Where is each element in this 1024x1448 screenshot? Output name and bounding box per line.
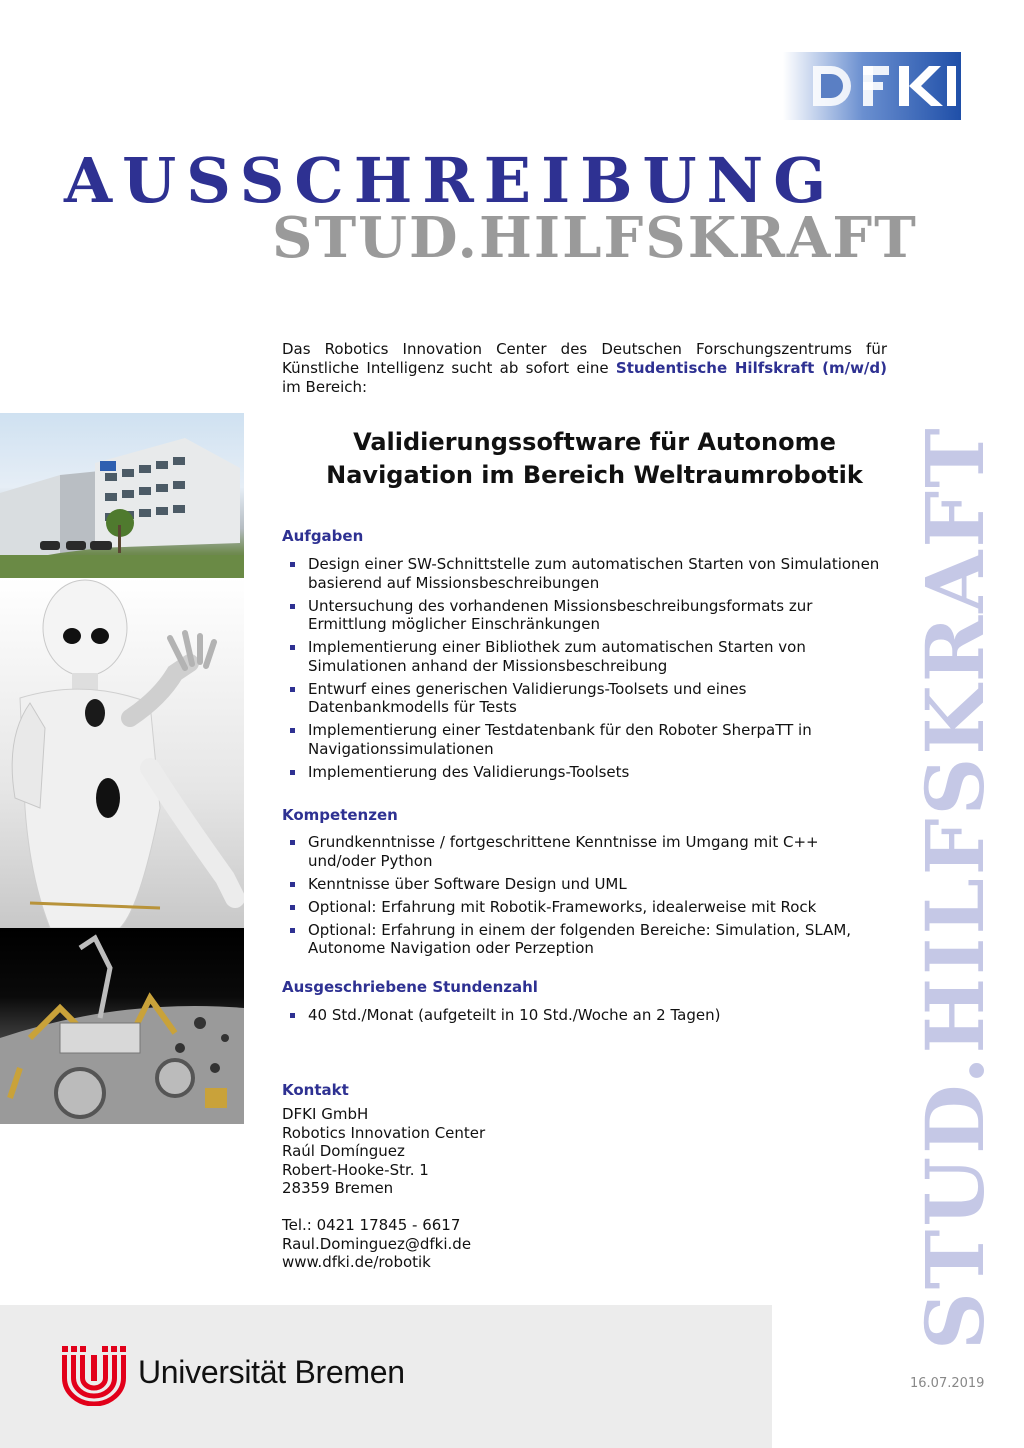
- stunden-list: [290, 1006, 890, 1029]
- list-item: Entwurf eines generischen Validierungs-Toolsets und eines Datenbankmodells für Tests: [290, 680, 890, 717]
- list-item: Implementierung des Validierungs-Toolsets: [290, 763, 890, 782]
- humanoid-robot-photo: [0, 578, 244, 928]
- dfki-logo: [783, 52, 961, 120]
- aufgaben-list: [290, 555, 890, 786]
- bullet-icon: [290, 562, 295, 567]
- section-heading-stunden: Ausgeschriebene Stundenzahl: [282, 978, 538, 996]
- contact-block: [282, 1105, 485, 1272]
- section-heading-kompetenzen: Kompetenzen: [282, 806, 398, 824]
- vertical-watermark: STUD.HILFSKRAFT: [908, 425, 1002, 1350]
- rover-photo: [0, 928, 244, 1124]
- bullet-icon: [290, 1013, 295, 1018]
- intro-highlight: Studentische Hilfskraft (m/w/d): [615, 359, 887, 377]
- list-item: Implementierung einer Testdatenbank für den Roboter SherpaTT in Navigationssimulationen: [290, 721, 890, 758]
- page-subtitle: STUD.HILFSKRAFT: [272, 205, 918, 271]
- bullet-icon: [290, 770, 295, 775]
- list-item: Optional: Erfahrung in einem der folgenden Bereiche: Simulation, SLAM, Autonome Navigation oder Perzeption: [290, 921, 890, 958]
- contact-org: DFKI GmbH: [282, 1105, 369, 1123]
- page-title: AUSSCHREIBUNG: [64, 144, 837, 217]
- job-title-line2: Navigation im Bereich Weltraumrobotik: [326, 461, 863, 489]
- bullet-icon: [290, 882, 295, 887]
- bullet-icon: [290, 604, 295, 609]
- contact-phone: Tel.: 0421 17845 - 6617: [282, 1216, 461, 1234]
- list-item: Implementierung einer Bibliothek zum automatischen Starten von Simulationen anhand der Missionsbeschreibung: [290, 638, 890, 675]
- job-title: [282, 426, 907, 492]
- job-title-line1: Validierungssoftware für Autonome: [353, 428, 836, 456]
- university-name: Universität Bremen: [138, 1354, 405, 1390]
- list-item: Untersuchung des vorhandenen Missionsbeschreibungsformats zur Ermittlung möglicher Einschränkungen: [290, 597, 890, 634]
- bullet-icon: [290, 645, 295, 650]
- contact-street: Robert-Hooke-Str. 1: [282, 1160, 429, 1179]
- list-item: Kenntnisse über Software Design und UML: [290, 875, 890, 894]
- list-item: Grundkenntnisse / fortgeschrittene Kenntnisse im Umgang mit C++ und/oder Python: [290, 833, 890, 870]
- intro-part2: im Bereich:: [282, 378, 368, 396]
- section-heading-aufgaben: Aufgaben: [282, 527, 364, 545]
- bullet-icon: [290, 928, 295, 933]
- contact-center: Robotics Innovation Center: [282, 1123, 486, 1142]
- list-item: 40 Std./Monat (aufgeteilt in 10 Std./Woche an 2 Tagen): [290, 1006, 890, 1025]
- document-date: 16.07.2019: [910, 1376, 985, 1391]
- university-logo-icon: [62, 1346, 126, 1406]
- bullet-icon: [290, 687, 295, 692]
- contact-city: 28359 Bremen: [282, 1179, 394, 1197]
- kompetenzen-list: [290, 833, 890, 962]
- list-item: Design einer SW-Schnittstelle zum automatischen Starten von Simulationen basierend auf Missionsbeschreibungen: [290, 555, 890, 592]
- intro-part1: Das Robotics Innovation Center des Deutschen Forschungszentrums für Künstliche Intelligenz sucht ab sofort eine: [282, 340, 887, 377]
- contact-email[interactable]: Raul.Dominguez@dfki.de: [282, 1234, 472, 1253]
- building-photo: [0, 413, 244, 578]
- contact-person: Raúl Domínguez: [282, 1142, 405, 1160]
- section-heading-kontakt: Kontakt: [282, 1081, 349, 1099]
- bullet-icon: [290, 905, 295, 910]
- contact-web[interactable]: www.dfki.de/robotik: [282, 1253, 431, 1271]
- intro-text: [282, 340, 887, 397]
- list-item: Optional: Erfahrung mit Robotik-Frameworks, idealerweise mit Rock: [290, 898, 890, 917]
- bullet-icon: [290, 728, 295, 733]
- bullet-icon: [290, 840, 295, 845]
